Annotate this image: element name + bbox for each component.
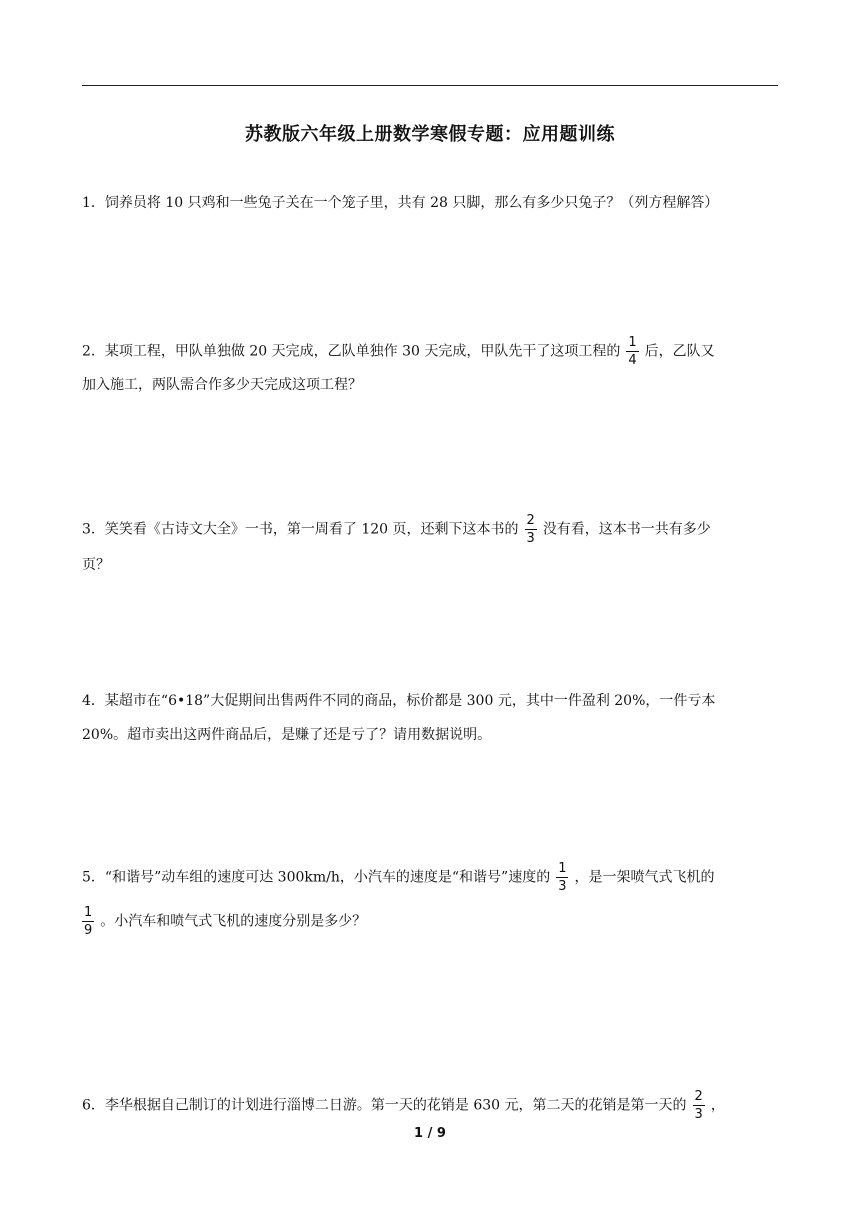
fraction-numerator: 1: [84, 905, 93, 920]
question-4: [82, 690, 782, 712]
question-3-text-line2: 页？: [82, 557, 110, 573]
fraction: [556, 862, 568, 893]
question-3-text: 3．笑笑看《古诗文大全》一书，第一周看了 120 页，还剩下这本书的: [82, 521, 519, 538]
page-indicator: 1 / 9: [414, 1126, 446, 1141]
fraction-denominator: 9: [84, 923, 93, 938]
fraction-denominator: 3: [558, 879, 567, 894]
question-3-text-cont: 没有看，这本书一共有多少: [542, 521, 711, 538]
question-1-text: 1．饲养员将 10 只鸡和一些兔子关在一个笼子里，共有 28 只脚，那么有多少只兔子？（列方程解答）: [82, 195, 719, 211]
question-6-text: 6．李华根据自己制订的计划进行淄博二日游。第一天的花销是 630 元，第二天的花销是第一天的: [82, 1097, 687, 1114]
question-3-line-2: [82, 554, 782, 576]
fraction: [82, 906, 94, 937]
question-2-text: 2．某项工程，甲队单独做 20 天完成，乙队单独作 30 天完成，甲队先干了这项工程的: [82, 343, 621, 360]
question-5-text-cont: ，是一架喷气式飞机的: [574, 869, 715, 886]
question-2-text-cont: 后，乙队又: [644, 343, 715, 360]
fraction-numerator: 1: [628, 335, 637, 350]
question-3: [82, 514, 782, 545]
question-5-line-2: [76, 906, 776, 937]
header-rule: [82, 85, 778, 86]
question-5-text-line2: 。小汽车和喷气式飞机的速度分别是多少？: [100, 913, 367, 930]
fraction-numerator: 2: [694, 1089, 703, 1104]
fraction: [525, 514, 537, 545]
page-title: 苏教版六年级上册数学寒假专题：应用题训练: [245, 124, 615, 145]
question-4-line-2: [82, 724, 782, 746]
fraction-numerator: 2: [526, 513, 535, 528]
question-2-line-2: [82, 374, 782, 396]
fraction-denominator: 3: [526, 531, 535, 546]
question-2: [82, 336, 782, 367]
question-5: [82, 862, 782, 893]
question-6: [82, 1090, 782, 1121]
fraction: [626, 336, 638, 367]
question-4-text-line2: 20%。超市卖出这两件商品后，是赚了还是亏了？请用数据说明。: [82, 727, 492, 743]
fraction-denominator: 4: [628, 353, 637, 368]
question-4-text: 4．某超市在“6•18”大促期间出售两件不同的商品，标价都是 300 元，其中一件盈利 20%，一件亏本: [82, 693, 716, 709]
question-5-text: 5．“和谐号”动车组的速度可达 300km/h，小汽车的速度是“和谐号”速度的: [82, 869, 551, 886]
question-6-text-cont: ，: [710, 1097, 725, 1114]
fraction: [693, 1090, 705, 1121]
question-1: [82, 192, 782, 214]
question-2-text-line2: 加入施工，两队需合作多少天完成这项工程？: [82, 377, 362, 393]
fraction-denominator: 3: [694, 1107, 703, 1122]
fraction-numerator: 1: [558, 861, 567, 876]
